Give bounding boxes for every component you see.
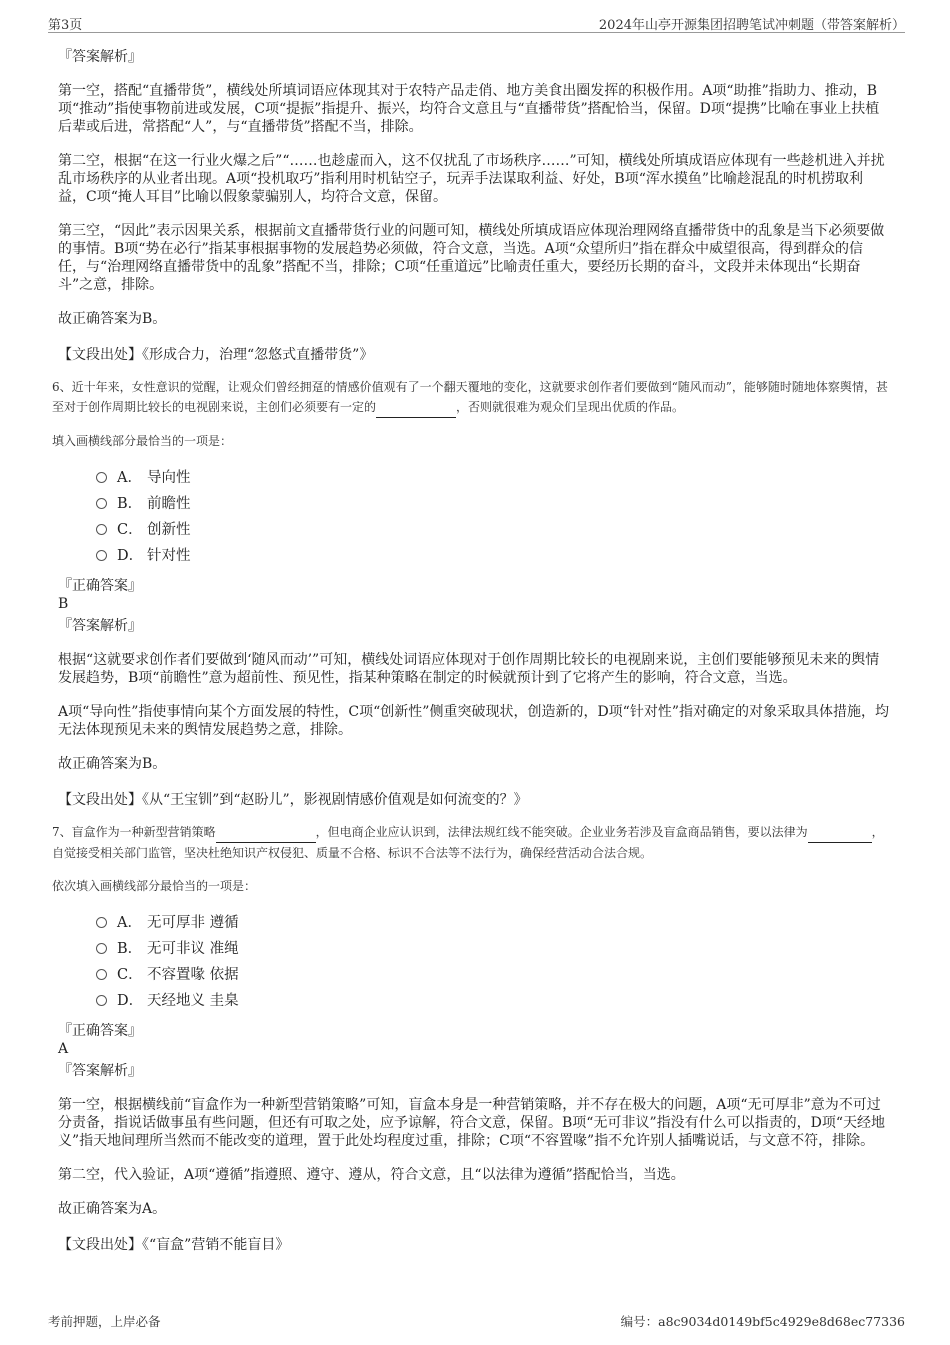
analysis-paragraph: 第一空，搭配“直播带货”，横线处所填词语应体现其对于农特产品走俏、地方美食出圈发挥的积极作用。A项“助推”指助力、推动，B项“推动”指使事物前进或发展，C项“提振”指提升、振兴，均符合文意且与“直播带货”搭配恰当，保留。D项“提携”比喻在事业上扶植后辈或后进，常搭配“人”，与“直播带货”搭配不当，排除。 (58, 83, 880, 135)
radio-button[interactable] (96, 498, 107, 509)
answer-line: 故正确答案为B。 (58, 756, 167, 772)
source-line: 【文段出处】《形成合力，治理“忽悠式直播带货”》 (58, 347, 374, 363)
correct-answer-label: 『正确答案』 (58, 1023, 142, 1039)
source-line: 【文段出处】《从“王宝钏”到“赵盼儿”，影视剧情感价值观是如何流变的？》 (58, 792, 528, 808)
analysis-label: 『答案解析』 (58, 618, 142, 634)
analysis-label: 『答案解析』 (58, 1063, 142, 1079)
footer-slogan: 考前押题，上岸必备 (48, 1314, 161, 1329)
source-line: 【文段出处】《“盲盒”营销不能盲目》 (58, 1237, 290, 1253)
radio-button[interactable] (96, 943, 107, 954)
radio-button[interactable] (96, 472, 107, 483)
correct-answer-label: 『正确答案』 (58, 578, 142, 594)
answer-line: 故正确答案为B。 (58, 311, 167, 327)
fill-blank (376, 397, 456, 418)
correct-answer: B (58, 596, 69, 612)
radio-button[interactable] (96, 917, 107, 928)
question-6-instruction: 填入画横线部分最恰当的一项是： (52, 434, 233, 448)
document-id: 编号：a8c9034d0149bf5c4929e8d68ec77336 (620, 1314, 905, 1329)
option-a[interactable]: A． 无可厚非 遵循 (96, 910, 890, 936)
radio-button[interactable] (96, 995, 107, 1006)
question-7-options (58, 910, 890, 1014)
analysis-paragraph: 第二空，代入验证，A项“遵循”指遵照、遵守、遵从，符合文意，且“以法律为遵循”搭配恰当，当选。 (58, 1167, 685, 1183)
question-7-instruction: 依次填入画横线部分最恰当的一项是： (52, 879, 257, 893)
radio-button[interactable] (96, 524, 107, 535)
option-a[interactable]: A． 导向性 (96, 465, 890, 491)
option-c[interactable]: C． 不容置喙 依据 (96, 962, 890, 988)
fill-blank (808, 822, 872, 843)
question-6-options (58, 465, 890, 569)
radio-button[interactable] (96, 969, 107, 980)
correct-answer: A (58, 1041, 69, 1057)
question-7-stem: 7、盲盒作为一种新型营销策略 ，但电商企业应认识到，法律法规红线不能突破。企业业务若涉及盲盒商品销售，要以法律为 ，自觉接受相关部门监管，坚决杜绝知识产权侵犯、质量不合格、标识不合法等不法行为，确保经营活动合法合规。 (52, 822, 890, 863)
page-header (48, 10, 905, 33)
option-b[interactable]: B． 无可非议 准绳 (96, 936, 890, 962)
document-title: 2024年山亭开源集团招聘笔试冲刺题（带答案解析） (598, 18, 905, 33)
analysis-paragraph: 第三空，“因此”表示因果关系，根据前文直播带货行业的问题可知，横线处所填成语应体现治理网络直播带货中的乱象是当下必须要做的事情。B项“势在必行”指某事根据事物的发展趋势必须做，符合文意，当选。A项“众望所归”指在群众中威望很高，得到群众的信任，与“治理网络直播带货中的乱象”搭配不当，排除；C项“任重道远”比喻责任重大，要经历长期的奋斗，文段并未体现出“长期奋斗”之意，排除。 (58, 223, 885, 293)
option-b[interactable]: B． 前瞻性 (96, 491, 890, 517)
analysis-label: 『答案解析』 (58, 49, 142, 65)
analysis-paragraph: 第一空，根据横线前“盲盒作为一种新型营销策略”可知，盲盒本身是一种营销策略，并不存在极大的问题，A项“无可厚非”意为不可过分责备，指说话做事虽有些问题，但还有可取之处，应予谅解，符合文意，保留。B项“无可非议”指没有什么可以指责的，D项“天经地义”指天地间理所当然而不能改变的道理，置于此处均程度过重，排除；C项“不容置喙”指不允许别人插嘴说话，与文意不符，排除。 (58, 1097, 885, 1149)
analysis-paragraph: A项“导向性”指使事情向某个方面发展的特性，C项“创新性”侧重突破现状，创造新的，D项“针对性”指对确定的对象采取具体措施，均无法体现预见未来的舆情发展趋势之意，排除。 (58, 704, 889, 738)
option-c[interactable]: C． 创新性 (96, 517, 890, 543)
option-d[interactable]: D． 天经地义 圭臬 (96, 988, 890, 1014)
analysis-paragraph: 第二空，根据“在这一行业火爆之后”“……也趁虚而入，这不仅扰乱了市场秩序……”可知，横线处所填成语应体现有一些趁机进入并扰乱市场秩序的从业者出现。A项“投机取巧”指利用时机钻空子，玩弄手法谋取利益、好处，B项“浑水摸鱼”比喻趁混乱的时机捞取利益，C项“掩人耳目”比喻以假象蒙骗别人，均符合文意，保留。 (58, 153, 885, 205)
fill-blank (216, 822, 316, 843)
answer-line: 故正确答案为A。 (58, 1201, 167, 1217)
analysis-paragraph: 根据“这就要求创作者们要做到‘随风而动’”可知，横线处词语应体现对于创作周期比较长的电视剧来说，主创们要能够预见未来的舆情发展趋势，B项“前瞻性”意为超前性、预见性，指某种策略在制定的时候就预计到了它将产生的影响，符合文意，当选。 (58, 652, 880, 686)
option-d[interactable]: D． 针对性 (96, 543, 890, 569)
page-number: 第3页 (48, 18, 83, 33)
question-6-stem: 6、近十年来，女性意识的觉醒，让观众们曾经拥趸的情感价值观有了一个翻天覆地的变化，这就要求创作者们要做到“随风而动”，能够随时随地体察舆情，甚至对于创作周期比较长的电视剧来说，主创们必须要有一定的 ，否则就很难为观众们呈现出优质的作品。 (52, 377, 890, 418)
radio-button[interactable] (96, 550, 107, 561)
page-content (52, 42, 890, 1254)
